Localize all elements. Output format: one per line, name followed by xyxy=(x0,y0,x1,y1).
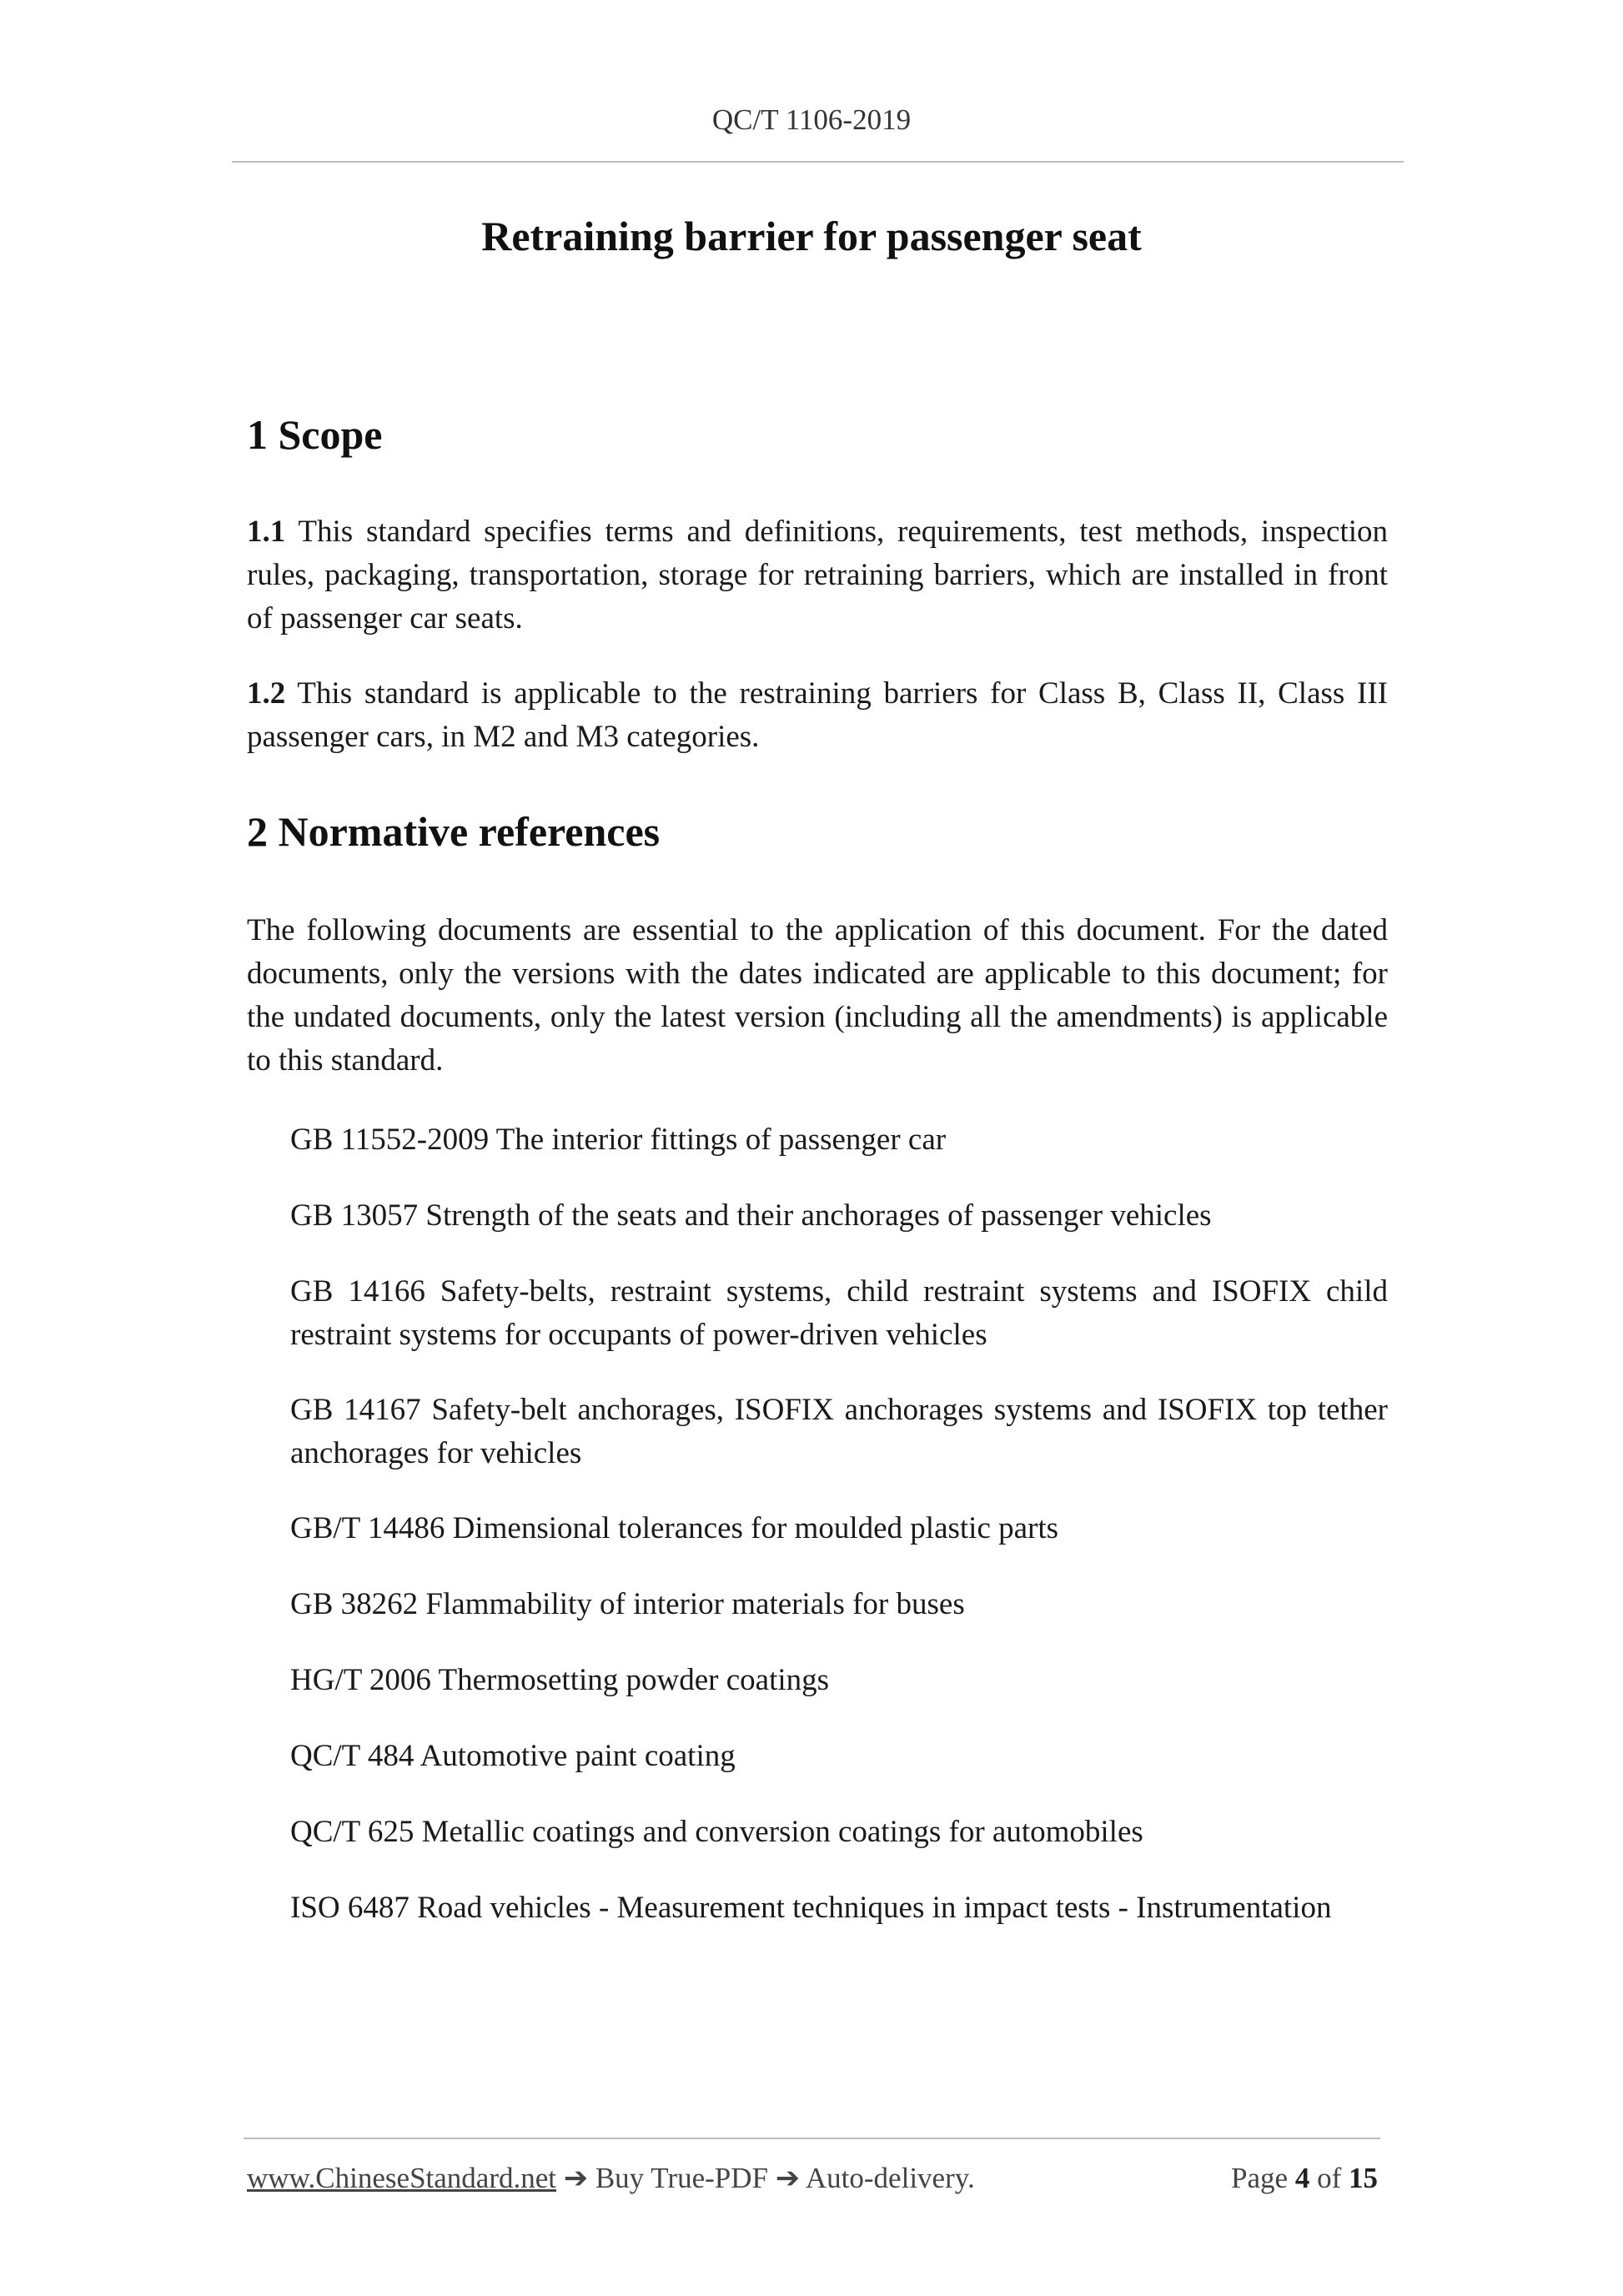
reference-item: ISO 6487 Road vehicles - Measurement techniques in impact tests - Instrumentation xyxy=(290,1891,1332,1925)
total-pages-number: 15 xyxy=(1349,2162,1378,2194)
reference-item: QC/T 625 Metallic coatings and conversion coatings for automobiles xyxy=(290,1815,1143,1849)
clause-number: 1.1 xyxy=(247,515,286,549)
buy-pdf-text: Buy True-PDF xyxy=(595,2162,768,2194)
of-word: of xyxy=(1317,2162,1342,2194)
clause-text: This standard specifies terms and definitions, requirements, test methods, inspection rules, packaging, transportation, storage for retraining barriers, which are installed in front of passenger car seats. xyxy=(247,515,1388,636)
page-word: Page xyxy=(1231,2162,1289,2194)
reference-item: GB 14167 Safety-belt anchorages, ISOFIX anchorages systems and ISOFIX top tether anchorages for vehicles xyxy=(290,1393,1388,1470)
section-heading-normative-references: 2 Normative references xyxy=(247,808,661,855)
clause-text: This standard is applicable to the restraining barriers for Class B, Class II, Class III passenger cars, in M2 and M3 categories. xyxy=(247,676,1388,754)
reference-item: GB 38262 Flammability of interior materials for buses xyxy=(290,1587,965,1621)
footer-divider xyxy=(244,2138,1380,2139)
arrow-right-icon: ➔ xyxy=(563,2162,589,2194)
page-indicator xyxy=(1231,2162,1378,2195)
clause-1-2 xyxy=(247,672,1388,759)
normative-intro: The following documents are essential to the application of this document. For the dated documents, only the versions with the dates indicated are applicable to this document; for the undated documents, only the latest version (including all the amendments) is applicable to this standard. xyxy=(247,913,1388,1078)
current-page-number: 4 xyxy=(1294,2162,1310,2194)
footer-promo xyxy=(247,2162,975,2195)
header-divider xyxy=(232,161,1404,163)
running-header: QC/T 1106-2019 xyxy=(711,103,912,136)
site-link[interactable]: www.ChineseStandard.net xyxy=(247,2162,556,2194)
reference-item: GB 11552-2009 The interior fittings of passenger car xyxy=(290,1123,947,1157)
reference-item: GB/T 14486 Dimensional tolerances for moulded plastic parts xyxy=(290,1511,1059,1545)
section-heading-scope: 1 Scope xyxy=(247,411,383,458)
reference-item: GB 13057 Strength of the seats and their anchorages of passenger vehicles xyxy=(290,1198,1212,1233)
auto-delivery-text: Auto-delivery. xyxy=(805,2162,975,2194)
clause-number: 1.2 xyxy=(247,676,286,711)
document-title: Retraining barrier for passenger seat xyxy=(481,213,1142,259)
arrow-right-icon: ➔ xyxy=(775,2162,801,2194)
reference-item: QC/T 484 Automotive paint coating xyxy=(290,1739,736,1773)
reference-item: HG/T 2006 Thermosetting powder coatings xyxy=(290,1663,830,1697)
clause-1-1 xyxy=(247,510,1388,641)
reference-item: GB 14166 Safety-belts, restraint systems, child restraint systems and ISOFIX child restraint systems for occupants of power-driven vehicles xyxy=(290,1274,1388,1352)
